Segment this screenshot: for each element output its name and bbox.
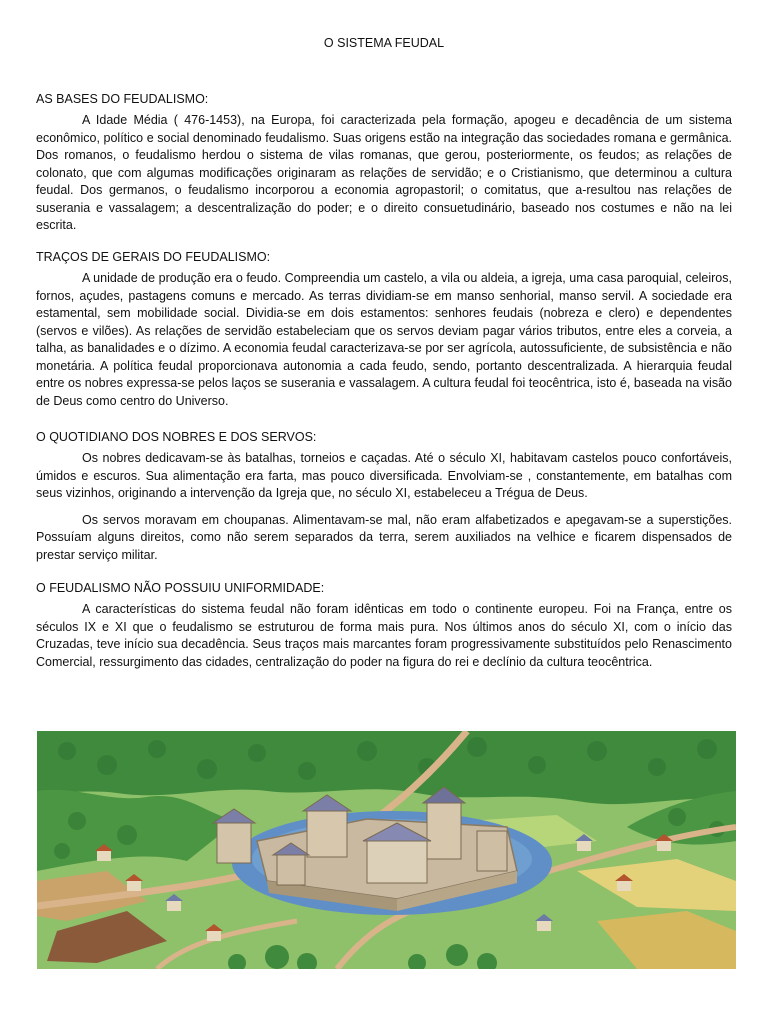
section-paragraph: A Idade Média ( 476-1453), na Europa, foi caracterizada pela formação, apogeu e decadência de um sistema econômico, político e social denominado feudalismo. Suas origens estão na integração das sociedades romana e germânica. Dos romanos, o feudalismo herdou o sistema de vilas romanas, que gerou, posteriormente, os feudos; as relações de colonato, que com algumas modificações originaram as relações de servidão; e o Cristianismo, que determinou a cultura feudal. Dos germanos, o feudalismo incorporou a economia agropastoril; o comitatus, que a-resultou nas relações de suserania e vassalagem; a descentralização do poder; e o direito consuetudinário, baseado nos costumes e não na lei escrita. [36, 113, 732, 232]
section-tracos [36, 250, 732, 410]
section-paragraph: Os servos moravam em choupanas. Alimentavam-se mal, não eram alfabetizados e apegavam-se a superstições. Possuíam alguns direitos, como não serem separados da terra, serem auxiliados na velhice e ficarem dispensados de prestar serviço militar. [36, 512, 732, 562]
section-paragraph: A características do sistema feudal não foram idênticas em todo o continente europeu. Foi na França, entre os séculos IX e XI que o feudalismo se estruturou de forma mais pura. Nos últimos anos do século XI, com o início das Cruzadas, teve início sua decadência. Seus traços mais marcantes foram progressivamente substituídos pelo Renascimento Comercial, ressurgimento das cidades, centralização do poder na figura do rei e declínio da cultura teocêntrica. [36, 602, 732, 669]
section-paragraph: A unidade de produção era o feudo. Compreendia um castelo, a vila ou aldeia, a igreja, uma casa paroquial, celeiros, fornos, açudes, pastagens comuns e mercado. As terras dividiam-se em manso senhorial, manso servil. A sociedade era estamental, sem mobilidade social. Dividia-se em dois estamentos: senhores feudais (nobreza e clero) e dependentes (servos e vilões). As relações de servidão estabeleciam que os servos deviam pagar vários tributos, entre eles a corveia, a talha, as banalidades e o dízimo. A economia feudal caracterizava-se por ser agrícola, autossuficiente, de subsistência e não monetária. A política feudal proporcionava autonomia a cada feudo, sendo, portanto descentralizada. A hierarquia feudal entre os nobres expressa-se pelos laços se suserania e vassalagem. A cultura feudal foi teocêntrica, isto é, baseada na visão de Deus como centro do Universo. [36, 271, 732, 408]
section-paragraph: Os nobres dedicavam-se às batalhas, torneios e caçadas. Até o século XI, habitavam castelos pouco confortáveis, úmidos e escuros. Sua alimentação era farta, mas pouco diversificada. Envolviam-se , constantemente, em batalhas com seus vizinhos, originando a intervenção da Igreja que, no século XI, estabeleceu a Trégua de Deus. [36, 451, 732, 500]
section-heading: AS BASES DO FEUDALISMO: [36, 92, 209, 106]
section-quotidiano [36, 430, 732, 564]
section-heading: TRAÇOS DE GERAIS DO FEUDALISMO: [36, 250, 271, 264]
feudal-castle-illustration [37, 731, 736, 969]
section-bases [36, 92, 732, 235]
section-heading: O QUOTIDIANO DOS NOBRES E DOS SERVOS: [36, 430, 317, 444]
section-uniformidade [36, 581, 732, 671]
document-title: O SISTEMA FEUDAL [323, 36, 445, 50]
section-heading: O FEUDALISMO NÃO POSSUIU UNIFORMIDADE: [36, 581, 325, 595]
